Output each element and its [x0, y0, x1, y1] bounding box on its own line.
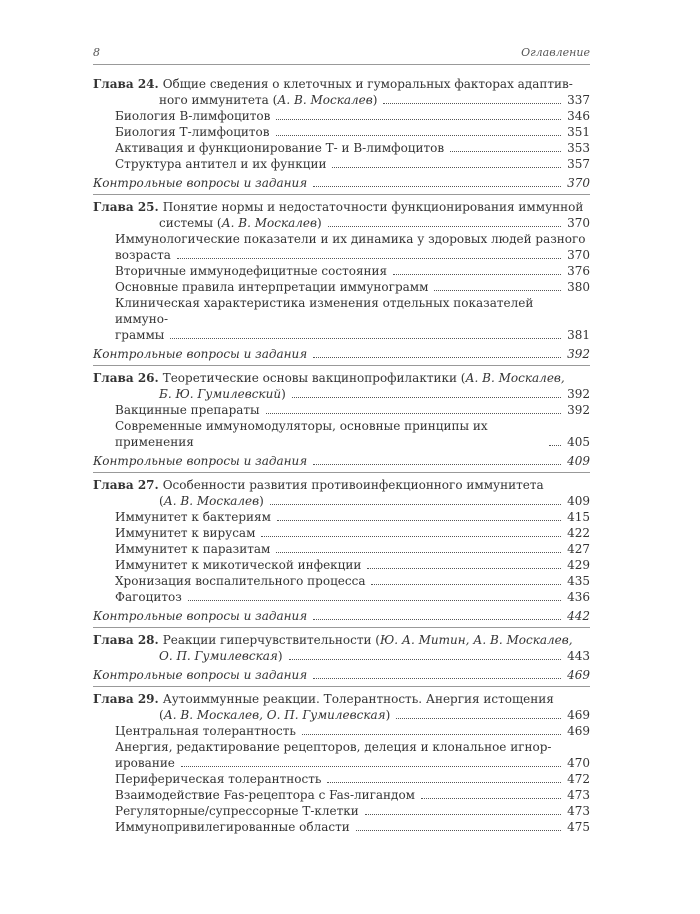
chapter-title-line2: системы (: [159, 216, 222, 230]
section-entry-line1: Иммунологические показатели и их динамика у здоровых людей разного: [115, 232, 586, 246]
section-title-line2: возраста: [115, 248, 171, 262]
section-title: Хронизация воспалительного процесса: [115, 574, 366, 588]
page-ref: 422: [567, 526, 590, 540]
leader-dots: [276, 135, 562, 136]
section-entry: [93, 723, 590, 739]
paren-close: ): [385, 708, 391, 722]
leader-dots: [289, 659, 562, 660]
chapter-29: [93, 687, 590, 838]
leader-dots: [313, 464, 561, 465]
page-ref: 357: [567, 157, 590, 171]
leader-dots: [276, 119, 561, 120]
running-head: [93, 46, 590, 59]
chapter-title-cont: [93, 92, 590, 108]
chapter-title: Реакции гиперчувствительности (: [162, 633, 380, 647]
leader-dots: [371, 584, 561, 585]
leader-dots: [549, 445, 561, 446]
page-ref: 469: [567, 708, 590, 722]
page-ref: 353: [567, 141, 590, 155]
section-title: Активация и функционирование Т- и В-лимфоцитов: [115, 141, 445, 155]
control-questions-title: Контрольные вопросы и задания: [93, 347, 308, 361]
page-ref: 469: [567, 668, 590, 682]
chapter-title: Понятие нормы и недостаточности функционирования иммунной: [162, 200, 584, 214]
page-ref: 376: [567, 264, 590, 278]
chapter-27: [93, 473, 590, 628]
control-questions-entry: [93, 175, 590, 191]
leader-dots: [170, 338, 561, 339]
leader-dots: [313, 619, 561, 620]
section-title: Иммунитет к вирусам: [115, 526, 256, 540]
page-ref: 370: [567, 248, 590, 262]
leader-dots: [266, 413, 561, 414]
section-title: Фагоцитоз: [115, 590, 182, 604]
leader-dots: [302, 734, 561, 735]
page-ref: 435: [567, 574, 590, 588]
page-ref: 381: [567, 328, 590, 342]
chapter-heading: [93, 691, 590, 707]
chapter-number: Глава 24.: [93, 77, 159, 91]
control-questions-title: Контрольные вопросы и задания: [93, 176, 308, 190]
chapter-heading: [93, 477, 590, 493]
page-ref: 405: [567, 435, 590, 449]
section-title: Вторичные иммунодефицитные состояния: [115, 264, 388, 278]
leader-dots: [313, 186, 561, 187]
chapter-title: Аутоиммунные реакции. Толерантность. Анергия истощения: [162, 692, 554, 706]
section-title: Биология Т-лимфоцитов: [115, 125, 270, 139]
chapter-heading: [93, 370, 590, 386]
section-title: Центральная толерантность: [115, 724, 296, 738]
section-title: Основные правила интерпретации иммунограмм: [115, 280, 429, 294]
page-ref: 473: [567, 788, 590, 802]
paren-close: ): [317, 216, 322, 230]
paren-close: ): [281, 387, 286, 401]
chapter-number: Глава 29.: [93, 692, 159, 706]
chapter-title-cont: [93, 215, 590, 231]
chapter-24: [93, 72, 590, 195]
leader-dots: [327, 782, 561, 783]
section-entry: [93, 541, 590, 557]
section-entry: [93, 140, 590, 156]
paren-close: ): [259, 494, 264, 508]
leader-dots: [277, 520, 561, 521]
section-entry: [93, 589, 590, 605]
chapter-heading: [93, 632, 590, 648]
control-questions-entry: [93, 453, 590, 469]
page-ref: 351: [567, 125, 590, 139]
leader-dots: [332, 167, 561, 168]
section-entry: [93, 279, 590, 295]
page-ref: 380: [567, 280, 590, 294]
page-ref: 370: [567, 176, 590, 190]
section-title: Иммунитет к паразитам: [115, 542, 271, 556]
page-ref: 346: [567, 109, 590, 123]
section-entry: [93, 402, 590, 418]
section-entry: [93, 327, 590, 343]
leader-dots: [313, 357, 561, 358]
control-questions-title: Контрольные вопросы и задания: [93, 454, 308, 468]
leader-dots: [177, 258, 561, 259]
section-title: Вакцинные препараты: [115, 403, 260, 417]
section-title: Современные иммуномодуляторы, основные принципы их применения: [115, 419, 488, 449]
table-of-contents: [93, 72, 590, 838]
page-ref: 392: [567, 387, 590, 401]
section-entry: [93, 418, 590, 450]
section-title: Периферическая толерантность: [115, 772, 322, 786]
chapter-title-cont: [93, 648, 590, 664]
section-title: Оглавление: [521, 46, 590, 59]
chapter-28: [93, 628, 590, 687]
control-questions-title: Контрольные вопросы и задания: [93, 609, 308, 623]
leader-dots: [276, 552, 561, 553]
page-ref: 370: [567, 216, 590, 230]
control-questions-entry: [93, 667, 590, 683]
chapter-author: А. В. Москалев, О. П. Гумилевская: [163, 708, 386, 722]
section-title: Иммунитет к микотической инфекции: [115, 558, 362, 572]
leader-dots: [328, 226, 561, 227]
leader-dots: [383, 103, 561, 104]
section-title: Регуляторные/супрессорные Т-клетки: [115, 804, 359, 818]
chapter-title: Теоретические основы вакцинопрофилактики (: [162, 371, 466, 385]
chapter-author: А. В. Москалев: [277, 93, 373, 107]
section-entry: [93, 771, 590, 787]
section-entry: [93, 156, 590, 172]
section-title: Иммунитет к бактериям: [115, 510, 271, 524]
section-entry: [93, 787, 590, 803]
chapter-title-cont: [93, 493, 590, 509]
section-entry: [93, 509, 590, 525]
section-title: Биология В-лимфоцитов: [115, 109, 271, 123]
page-number: 8: [93, 46, 100, 59]
chapter-title-cont: [93, 386, 590, 402]
chapter-number: Глава 28.: [93, 633, 159, 647]
chapter-author: А. В. Москалев,: [465, 371, 565, 385]
page-ref: 392: [567, 403, 590, 417]
section-entry: [93, 263, 590, 279]
page-ref: 443: [567, 649, 590, 663]
chapter-number: Глава 25.: [93, 200, 159, 214]
chapter-author: Ю. А. Митин, А. В. Москалев,: [379, 633, 573, 647]
chapter-author-line2: О. П. Гумилевская: [159, 649, 278, 663]
leader-dots: [270, 504, 561, 505]
section-entry: [93, 557, 590, 573]
leader-dots: [313, 678, 561, 679]
page-ref: 429: [567, 558, 590, 572]
leader-dots: [396, 718, 561, 719]
page-ref: 475: [567, 820, 590, 834]
chapter-number: Глава 26.: [93, 371, 159, 385]
leader-dots: [450, 151, 561, 152]
page-ref: 442: [567, 609, 590, 623]
chapter-author-line2: Б. Ю. Гумилевский: [159, 387, 282, 401]
control-questions-entry: [93, 346, 590, 362]
leader-dots: [261, 536, 561, 537]
chapter-heading: [93, 76, 590, 92]
chapter-25: [93, 195, 590, 366]
paren-open: (: [159, 708, 164, 722]
leader-dots: [188, 600, 561, 601]
paren-close: ): [372, 93, 378, 107]
page-ref: 337: [567, 93, 590, 107]
chapter-title: Общие сведения о клеточных и гуморальных факторах адаптив-: [162, 77, 573, 91]
chapter-title-cont: [93, 707, 590, 723]
leader-dots: [367, 568, 561, 569]
leader-dots: [181, 766, 561, 767]
chapter-title: Особенности развития противоинфекционного иммунитета: [162, 478, 544, 492]
section-title-line2: граммы: [115, 328, 165, 342]
chapter-number: Глава 27.: [93, 478, 159, 492]
control-questions-entry: [93, 608, 590, 624]
leader-dots: [434, 290, 561, 291]
section-entry-line1: Анергия, редактирование рецепторов, делеция и клональное игнор-: [115, 740, 552, 754]
page-ref: 427: [567, 542, 590, 556]
section-entry: [93, 573, 590, 589]
paren-close: ): [277, 649, 283, 663]
section-entry: [93, 108, 590, 124]
page-ref: 409: [567, 494, 590, 508]
paren-open: (: [159, 494, 164, 508]
chapter-author: А. В. Москалев: [221, 216, 318, 230]
section-entry: [93, 803, 590, 819]
section-entry: [93, 124, 590, 140]
page-ref: 473: [567, 804, 590, 818]
section-entry: [93, 755, 590, 771]
page-ref: 470: [567, 756, 590, 770]
chapter-heading: [93, 199, 590, 215]
section-title: Структура антител и их функции: [115, 157, 327, 171]
chapter-author: А. В. Москалев: [163, 494, 260, 508]
chapter-26: [93, 366, 590, 473]
section-title: Иммунопривилегированные области: [115, 820, 350, 834]
section-entry: [93, 247, 590, 263]
leader-dots: [393, 274, 561, 275]
control-questions-title: Контрольные вопросы и задания: [93, 668, 308, 682]
section-title-line2: ирование: [115, 756, 175, 770]
page-ref: 436: [567, 590, 590, 604]
section-entry: [93, 819, 590, 835]
page-ref: 409: [567, 454, 590, 468]
leader-dots: [421, 798, 561, 799]
page-ref: 415: [567, 510, 590, 524]
leader-dots: [292, 397, 561, 398]
section-entry: [93, 525, 590, 541]
page-ref: 472: [567, 772, 590, 786]
page-ref: 469: [567, 724, 590, 738]
leader-dots: [365, 814, 561, 815]
section-title: Взаимодействие Fas-рецептора с Fas-лигандом: [115, 788, 416, 802]
leader-dots: [356, 830, 561, 831]
header-rule: [93, 64, 590, 65]
section-entry-line1: Клиническая характеристика изменения отдельных показателей иммуно-: [115, 296, 534, 326]
page-ref: 392: [567, 347, 590, 361]
chapter-title-line2: ного иммунитета (: [159, 93, 278, 107]
